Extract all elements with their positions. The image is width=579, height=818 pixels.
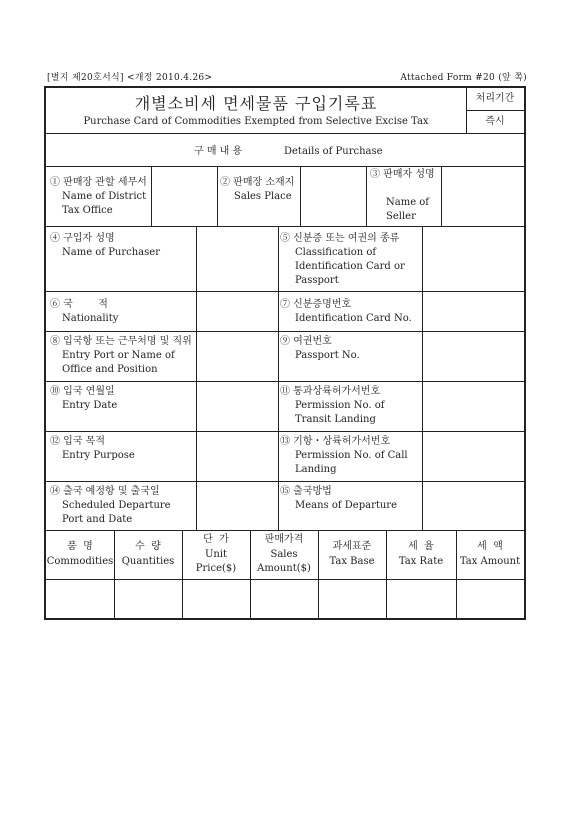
cell-tax-amount-input[interactable] <box>457 580 523 618</box>
cell-tax-rate-input[interactable] <box>387 580 455 618</box>
col-commodities-ko: 품 명 <box>67 541 93 552</box>
col-taxrate-en: Tax Rate <box>398 556 444 567</box>
form-title: 개별소비세 면세물품 구입기록표 <box>134 94 378 113</box>
field-2-label-en: Sales Place <box>234 191 292 202</box>
cell-tax-base-input[interactable] <box>319 580 385 618</box>
col-unit-ko: 단 가 <box>203 534 229 545</box>
field-11-input[interactable] <box>423 382 523 430</box>
col-amount-ko: 판매가격 <box>264 534 304 545</box>
processing-period-value: 즉시 <box>485 116 505 127</box>
cell-quantities-input[interactable] <box>115 580 181 618</box>
field-1-input[interactable] <box>152 167 216 225</box>
col-unit-en: Unit Price($) <box>195 549 237 574</box>
section-label-ko: 구 매 내 용 <box>194 146 243 157</box>
line-period-mid <box>466 110 524 111</box>
line-r1-b <box>217 166 218 226</box>
field-13-input[interactable] <box>423 432 523 480</box>
field-12-label-en: Entry Purpose <box>62 450 135 461</box>
field-7-label-en: Identification Card No. <box>295 313 412 324</box>
field-15-label-en: Means of Departure <box>295 500 398 511</box>
field-6-input[interactable] <box>197 292 277 330</box>
field-3-input[interactable] <box>442 167 522 225</box>
section-label-en: Details of Purchase <box>284 146 383 157</box>
field-3-label: ③ 판매자 성명 <box>370 169 435 180</box>
col-quantities-ko: 수 량 <box>135 541 161 552</box>
field-7-input[interactable] <box>423 292 523 330</box>
col-taxbase-en: Tax Base <box>329 556 375 567</box>
field-10-label-en: Entry Date <box>62 400 118 411</box>
line-row7-bottom <box>46 530 524 531</box>
form-subtitle: Purchase Card of Commodities Exempted from Selective Excise Tax <box>83 116 429 127</box>
field-7-label: ⑦ 신분증명번호 <box>280 299 352 310</box>
col-amount-en: Sales Amount($) <box>257 549 311 574</box>
field-14-label-en: Scheduled Departure Port and Date <box>62 500 171 525</box>
field-5-label: ⑤ 신분증 또는 여권의 종류 <box>280 233 400 244</box>
field-9-input[interactable] <box>423 332 523 380</box>
field-4-label-en: Name of Purchaser <box>62 247 160 258</box>
field-12-label: ⑫ 입국 목적 <box>50 436 105 447</box>
purchase-card-form <box>44 86 526 620</box>
field-11-label: ⑪ 통과상륙허가서번호 <box>280 386 381 397</box>
field-15-input[interactable] <box>423 482 523 529</box>
field-2-label: ② 판매장 소재지 <box>220 177 295 188</box>
field-13-label: ⑬ 기항・상륙허가서번호 <box>280 436 391 447</box>
field-8-input[interactable] <box>197 332 277 380</box>
field-4-label: ④ 구입자 성명 <box>50 233 115 244</box>
field-9-label-en: Passport No. <box>295 350 360 361</box>
col-taxbase-ko: 과세표준 <box>332 541 372 552</box>
field-12-input[interactable] <box>197 432 277 480</box>
col-taxamount-ko: 세 액 <box>477 541 503 552</box>
field-5-label-en: Classification of Identification Card or Passport <box>295 247 405 286</box>
field-1-label: ① 판매장 관할 세무서 <box>50 177 147 188</box>
field-2-input[interactable] <box>301 167 365 225</box>
field-8-label-en: Entry Port or Name of Office and Position <box>62 350 175 375</box>
field-10-input[interactable] <box>197 382 277 430</box>
field-5-input[interactable] <box>423 227 523 290</box>
line-title-bottom <box>46 133 524 134</box>
field-10-label: ⑩ 입국 연월일 <box>50 386 115 397</box>
field-6-label: ⑥ 국 적 <box>50 299 108 310</box>
line-r1-d <box>366 166 367 226</box>
col-taxamount-en: Tax Amount <box>459 556 521 567</box>
field-6-label-en: Nationality <box>62 313 119 324</box>
cell-unit-price-input[interactable] <box>183 580 249 618</box>
field-3-label-en: Name of Seller <box>386 197 430 222</box>
cell-commodities-input[interactable] <box>47 580 113 618</box>
field-1-label-en: Name of District Tax Office <box>62 191 147 216</box>
field-8-label: ⑧ 입국항 또는 근무처명 및 직위 <box>50 336 192 347</box>
field-9-label: ⑨ 여권번호 <box>280 336 332 347</box>
col-commodities-en: Commodities <box>46 556 114 567</box>
col-taxrate-ko: 세 율 <box>408 541 434 552</box>
field-14-label: ⑭ 출국 예정항 및 출국일 <box>50 486 160 497</box>
field-14-input[interactable] <box>197 482 277 529</box>
field-4-input[interactable] <box>197 227 277 290</box>
attached-form-label: Attached Form #20 (앞 쪽) <box>400 73 527 83</box>
line-mid-b <box>278 226 279 530</box>
form-number-label: [별지 제20호서식] <개정 2010.4.26> <box>47 73 213 83</box>
cell-sales-amount-input[interactable] <box>251 580 317 618</box>
col-quantities-en: Quantities <box>121 556 175 567</box>
processing-period-label: 처리기간 <box>475 93 515 104</box>
field-15-label: ⑮ 출국방법 <box>280 486 332 497</box>
field-11-label-en: Permission No. of Transit Landing <box>295 400 385 425</box>
field-13-label-en: Permission No. of Call Landing <box>295 450 408 475</box>
